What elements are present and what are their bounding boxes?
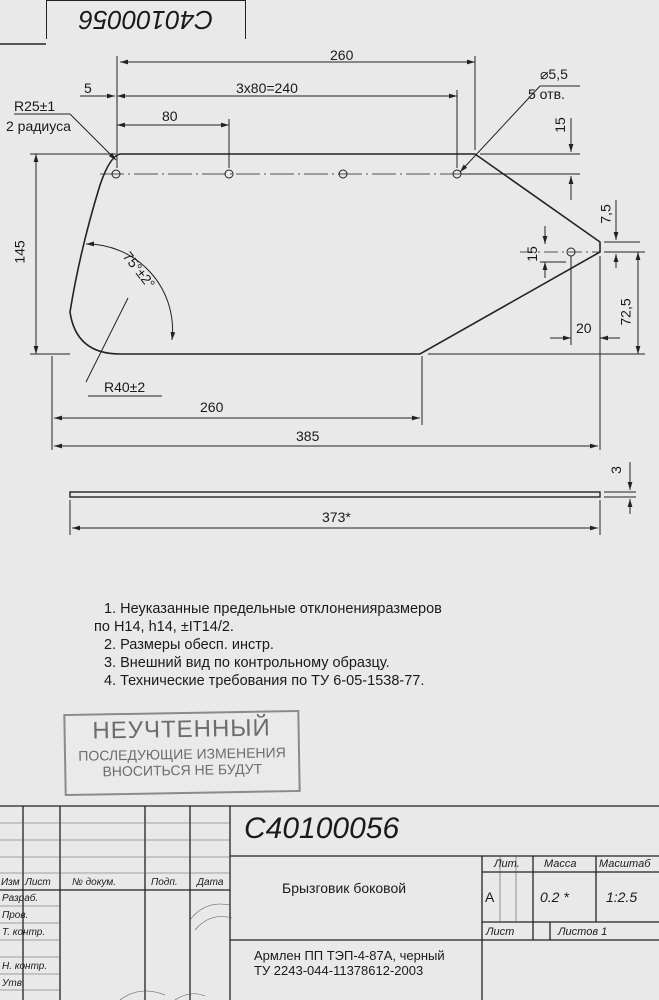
title-doc-code: С40100056 [244, 812, 400, 845]
technical-notes [96, 600, 442, 690]
label-lit: Лит. [494, 858, 520, 870]
dim-hole-diameter: ⌀5,5 [540, 66, 568, 82]
part-name: Брызговик боковой [282, 880, 407, 896]
label-sheets: Листов 1 [558, 926, 608, 938]
note-1: 1. Неуказанные предельные отклоненияразмеров [104, 601, 442, 617]
dim-tip-hole-15: 15 [523, 246, 540, 262]
row-developed: Разраб. [2, 893, 39, 904]
dim-first-pitch: 80 [162, 108, 178, 124]
dim-hole-count: 5 отв. [528, 86, 565, 102]
label-scale: Масштаб [599, 858, 651, 870]
dim-top-260: 260 [330, 47, 354, 63]
lit-value: А [485, 889, 495, 905]
dim-hole-pitch: 3х80=240 [236, 80, 298, 96]
stamp-line-2: ПОСЛЕДУЮЩИЕ ИЗМЕНЕНИЯ [78, 744, 286, 764]
row-norm-control: Н. контр. [2, 961, 48, 972]
row-checked: Пров. [2, 910, 29, 921]
unaccounted-stamp [63, 710, 300, 796]
dim-angle: 75°±2° [119, 248, 159, 292]
dim-radius-top: R25±1 [14, 98, 56, 114]
dim-height-145: 145 [11, 240, 28, 264]
material-line-1: Армлен ПП ТЭП-4-87А, черный [254, 948, 445, 963]
dim-radius-bottom: R40±2 [104, 379, 146, 395]
dim-right-top-15: 15 [551, 117, 568, 133]
dim-overall-385: 385 [296, 428, 320, 444]
col-date: Дата [197, 877, 224, 888]
row-tech-control: Т. контр. [2, 927, 46, 938]
dim-right-20: 20 [576, 320, 592, 336]
label-sheet: Лист [486, 926, 515, 938]
col-list: Лист [25, 877, 51, 888]
dim-left-5: 5 [84, 80, 92, 96]
mass-value: 0.2 * [540, 889, 569, 905]
dim-strip-length: 373* [322, 509, 351, 525]
scale-value: 1:2.5 [606, 889, 638, 905]
row-approved: Утв. [2, 978, 25, 989]
dim-bottom-260: 260 [200, 399, 224, 415]
note-3: 3. Внешний вид по контрольному образцу. [104, 655, 390, 671]
stamp-line-3: ВНОСИТЬСЯ НЕ БУДУТ [102, 760, 263, 780]
col-doc-number: № докум. [72, 877, 117, 888]
dim-radius-top-note: 2 радиуса [6, 118, 71, 134]
dim-right-7-5: 7,5 [597, 204, 614, 224]
note-1-cont: по Н14, h14, ±IT14/2. [94, 619, 234, 635]
col-izm: Изм [1, 877, 20, 888]
part-outline [70, 154, 600, 354]
note-2: 2. Размеры обесп. инстр. [104, 637, 274, 653]
note-4: 4. Технические требования по ТУ 6-05-1538-77. [104, 673, 425, 689]
rotated-doc-code: С40100056 [46, 0, 246, 39]
col-signature: Подп. [151, 877, 178, 888]
label-mass: Масса [544, 858, 577, 870]
dim-thickness: 3 [607, 466, 624, 474]
dim-right-72-5: 72,5 [617, 298, 634, 326]
material-line-2: ТУ 2243-044-11378612-2003 [254, 963, 424, 978]
stamp-line-1: НЕУЧТЕННЫЙ [92, 714, 272, 745]
